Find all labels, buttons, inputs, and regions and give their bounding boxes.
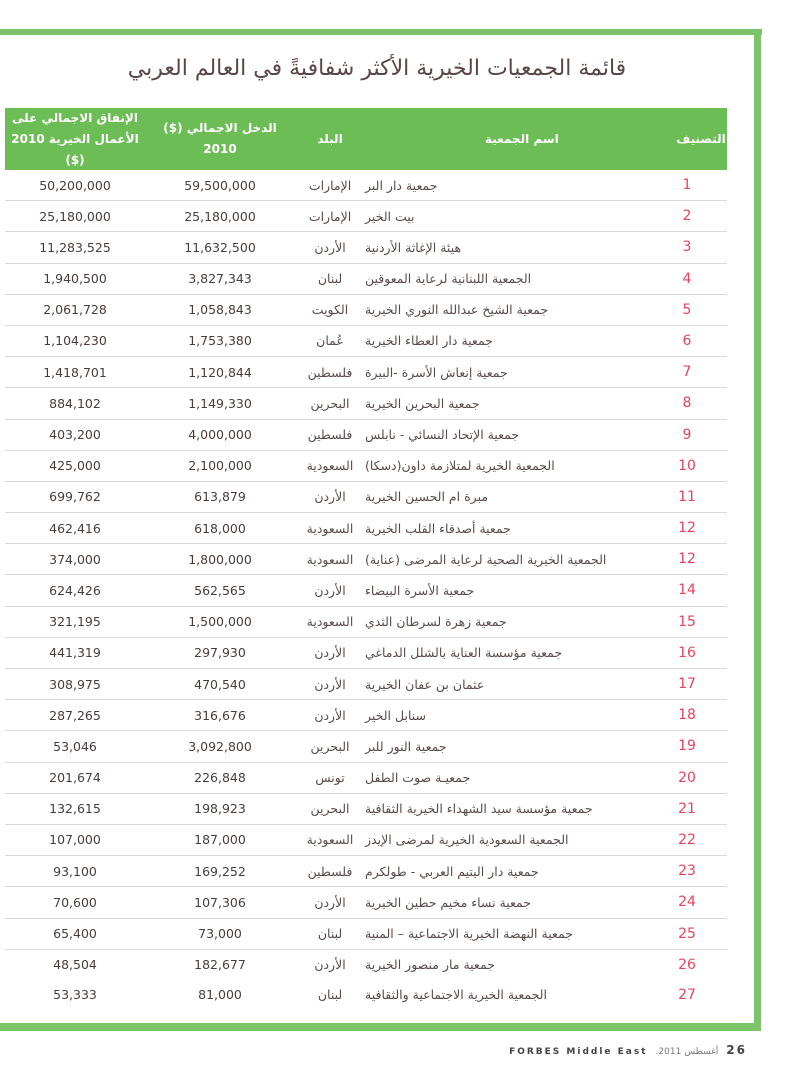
cell-rank: 4 — [682, 270, 692, 287]
frame-bottom-border — [0, 1023, 761, 1031]
cell-income: 25,180,000 — [184, 208, 256, 224]
cell-income: 59,500,000 — [184, 177, 256, 193]
cell-spend: 374,000 — [49, 551, 101, 567]
cell-spend: 93,100 — [53, 863, 97, 879]
cell-rank: 18 — [678, 707, 696, 724]
cell-country: الأردن — [314, 239, 346, 255]
footer-brand: FORBES Middle East — [509, 1047, 648, 1057]
cell-income: 11,632,500 — [184, 239, 256, 255]
cell-name: الجمعية الخيرية الصحية لرعاية المرضى (عناية) — [365, 551, 607, 567]
cell-rank: 24 — [678, 894, 696, 911]
cell-rank: 19 — [678, 738, 696, 755]
cell-spend: 624,426 — [49, 582, 101, 598]
table-body — [5, 170, 727, 1010]
cell-name: جمعية مؤسسة العناية بالشلل الدماغي — [365, 645, 563, 661]
cell-country: السعودية — [306, 520, 354, 536]
cell-spend: 699,762 — [49, 489, 101, 505]
cell-name: جمعية النهضة الخيرية الاجتماعية – المنية — [365, 926, 573, 941]
table-row — [5, 763, 727, 794]
page-number: 26 — [726, 1043, 747, 1057]
cell-income: 4,000,000 — [188, 427, 252, 442]
cell-spend: 53,333 — [53, 987, 97, 1003]
cell-spend: 65,400 — [53, 926, 97, 941]
cell-name: الجمعية اللبنانية لرعاية المعوقين — [365, 271, 532, 287]
cell-country: السعودية — [306, 614, 354, 630]
cell-name: جمعية البحرين الخيرية — [365, 395, 480, 411]
cell-country: الأردن — [314, 676, 346, 692]
table-row — [5, 201, 727, 232]
cell-country: فلسطين — [307, 863, 353, 879]
cell-rank: 14 — [678, 582, 696, 599]
cell-income: 81,000 — [198, 987, 242, 1003]
cell-country: الأردن — [314, 894, 346, 910]
cell-income: 613,879 — [194, 489, 246, 505]
footer-date: أغسطس 2011. — [655, 1047, 719, 1057]
cell-rank: 11 — [678, 488, 696, 505]
cell-rank: 23 — [678, 863, 696, 880]
page-footer — [509, 1043, 747, 1057]
cell-income: 182,677 — [194, 957, 246, 973]
header-country: البلد — [317, 131, 343, 146]
cell-spend: 53,046 — [53, 738, 97, 754]
cell-country: لبنان — [317, 271, 343, 287]
table-row — [5, 887, 727, 918]
cell-income: 618,000 — [194, 520, 246, 536]
cell-rank: 2 — [682, 208, 692, 225]
table-row — [5, 700, 727, 731]
cell-rank: 27 — [678, 986, 696, 1003]
cell-name: جمعية مؤسسة سيد الشهداء الخيرية الثقافية — [365, 801, 593, 817]
cell-income: 1,149,330 — [188, 395, 252, 411]
cell-spend: 25,180,000 — [39, 208, 111, 224]
table-row — [5, 980, 727, 1010]
frame-right-border — [754, 29, 761, 1031]
cell-country: الأردن — [314, 957, 346, 973]
table-row — [5, 731, 727, 762]
cell-name: جمعية النور للبر — [365, 738, 447, 754]
table-row — [5, 295, 727, 326]
cell-rank: 7 — [682, 364, 692, 381]
table-row — [5, 825, 727, 856]
cell-name: جمعية الشيخ عبدالله النوري الخيرية — [365, 302, 549, 318]
cell-country: البحرين — [310, 801, 350, 817]
cell-rank: 26 — [678, 956, 696, 973]
cell-spend: 321,195 — [49, 614, 101, 630]
cell-rank: 16 — [678, 644, 696, 661]
table-row — [5, 482, 727, 513]
cell-country: السعودية — [306, 551, 354, 567]
cell-rank: 12 — [678, 520, 696, 537]
cell-name: الجمعية الخيرية الاجتماعية والثقافية — [365, 987, 547, 1003]
cell-income: 226,848 — [194, 770, 246, 786]
table-row — [5, 919, 727, 950]
cell-spend: 132,615 — [49, 801, 101, 817]
cell-income: 2,100,000 — [188, 458, 252, 474]
cell-income: 73,000 — [198, 926, 242, 941]
cell-name: جمعية نساء مخيم حطين الخيرية — [365, 894, 531, 910]
cell-name: جمعية زهرة لسرطان الثدي — [365, 614, 507, 630]
cell-spend: 425,000 — [49, 458, 101, 474]
cell-spend: 1,104,230 — [43, 333, 107, 349]
cell-country: الكويت — [311, 302, 349, 318]
cell-name: جمعية دار البر — [365, 177, 438, 193]
cell-spend: 2,061,728 — [43, 302, 107, 318]
cell-country: الأردن — [314, 707, 346, 723]
cell-country: عُمان — [316, 333, 344, 349]
cell-income: 107,306 — [194, 894, 246, 910]
cell-rank: 22 — [678, 831, 696, 848]
cell-country: لبنان — [317, 987, 343, 1003]
cell-rank: 15 — [678, 613, 696, 630]
table-row — [5, 264, 727, 295]
cell-rank: 25 — [678, 925, 696, 942]
cell-name: جمعيـة صوت الطفل — [365, 770, 471, 786]
table-row — [5, 794, 727, 825]
cell-name: سنابل الخير — [365, 707, 426, 723]
cell-country: السعودية — [306, 832, 354, 848]
cell-spend: 441,319 — [49, 645, 101, 661]
cell-country: السعودية — [306, 458, 354, 474]
charities-table — [5, 108, 727, 1010]
cell-country: فلسطين — [307, 427, 353, 442]
cell-country: الإمارات — [308, 208, 352, 224]
cell-income: 169,252 — [194, 863, 246, 879]
cell-rank: 20 — [678, 769, 696, 786]
header-rank: التصنيف — [676, 131, 726, 146]
cell-rank: 12 — [678, 551, 696, 568]
cell-rank: 10 — [678, 457, 696, 474]
header-name: اسم الجمعية — [485, 131, 559, 146]
table-row — [5, 513, 727, 544]
cell-rank: 9 — [682, 426, 692, 443]
cell-name: جمعية أصدقاء القلب الخيرية — [365, 520, 511, 536]
cell-country: البحرين — [310, 738, 350, 754]
cell-income: 3,827,343 — [188, 271, 252, 287]
cell-spend: 287,265 — [49, 707, 101, 723]
cell-spend: 11,283,525 — [39, 239, 111, 255]
table-row — [5, 607, 727, 638]
cell-spend: 462,416 — [49, 520, 101, 536]
table-row — [5, 638, 727, 669]
header-spend: الإنفاق الاجمالي على الأعمال الخيرية 2010 ($) — [11, 110, 139, 167]
table-row — [5, 856, 727, 887]
cell-spend: 50,200,000 — [39, 177, 111, 193]
cell-name: جمعية دار اليتيم العربي - طولكرم — [365, 863, 539, 879]
table-row — [5, 326, 727, 357]
cell-rank: 5 — [682, 301, 692, 318]
cell-income: 3,092,800 — [188, 738, 252, 754]
cell-name: بيت الخير — [365, 208, 415, 224]
cell-rank: 1 — [682, 177, 692, 193]
cell-name: هيئة الإغاثة الأردنية — [365, 239, 462, 255]
table-row — [5, 950, 727, 980]
cell-spend: 308,975 — [49, 676, 101, 692]
cell-rank: 17 — [678, 676, 696, 692]
cell-name: الجمعية السعودية الخيرية لمرضى الإيدز — [365, 832, 569, 848]
cell-country: لبنان — [317, 926, 343, 941]
table-row — [5, 544, 727, 575]
table-row — [5, 357, 727, 388]
cell-name: جمعية الأسرة البيضاء — [365, 582, 475, 598]
cell-country: الأردن — [314, 489, 346, 505]
cell-income: 1,058,843 — [188, 302, 252, 318]
cell-name: جمعية دار العطاء الخيرية — [365, 333, 493, 349]
cell-spend: 107,000 — [49, 832, 101, 848]
cell-income: 1,500,000 — [188, 614, 252, 630]
cell-name: جمعية الإتحاد النسائي - نابلس — [365, 427, 520, 442]
table-row — [5, 451, 727, 482]
cell-income: 198,923 — [194, 801, 246, 817]
cell-income: 1,753,380 — [188, 333, 252, 349]
cell-name: مبرة ام الحسين الخيرية — [365, 489, 489, 505]
table-header — [5, 108, 727, 170]
table-row — [5, 170, 727, 201]
cell-income: 187,000 — [194, 832, 246, 848]
table-row — [5, 669, 727, 700]
cell-spend: 1,418,701 — [43, 364, 107, 380]
table-row — [5, 388, 727, 419]
header-income: الدخل الاجمالي ($) 2010 — [163, 121, 277, 156]
cell-income: 1,800,000 — [188, 551, 252, 567]
cell-spend: 1,940,500 — [43, 271, 107, 287]
cell-name: جمعية مار منصور الخيرية — [365, 957, 495, 973]
cell-name: جمعية إنعاش الأسرة -البيرة — [365, 364, 508, 380]
cell-spend: 403,200 — [49, 427, 101, 442]
cell-income: 562,565 — [194, 582, 246, 598]
cell-income: 1,120,844 — [188, 364, 252, 380]
cell-income: 316,676 — [194, 707, 246, 723]
cell-name: عثمان بن عفان الخيرية — [365, 676, 485, 692]
cell-rank: 3 — [682, 239, 692, 256]
cell-income: 297,930 — [194, 645, 246, 661]
cell-spend: 70,600 — [53, 894, 97, 910]
cell-rank: 21 — [678, 800, 696, 817]
cell-country: الأردن — [314, 582, 346, 598]
cell-rank: 6 — [682, 332, 692, 349]
cell-country: البحرين — [310, 395, 350, 411]
cell-country: الأردن — [314, 645, 346, 661]
cell-country: فلسطين — [307, 364, 353, 380]
table-row — [5, 420, 727, 451]
cell-spend: 884,102 — [49, 395, 101, 411]
cell-country: تونس — [315, 770, 345, 786]
cell-spend: 48,504 — [53, 957, 97, 973]
cell-country: الإمارات — [308, 177, 352, 193]
table-row — [5, 232, 727, 263]
page-title: قائمة الجمعيات الخيرية الأكثر شفافيةً في العالم العربي — [127, 56, 627, 81]
frame-top-border — [0, 29, 762, 35]
cell-rank: 8 — [682, 395, 692, 412]
cell-name: الجمعية الخيرية لمتلازمة داون(دسكا) — [365, 458, 555, 474]
cell-spend: 201,674 — [49, 770, 101, 786]
cell-income: 470,540 — [194, 676, 246, 692]
table-row — [5, 575, 727, 606]
